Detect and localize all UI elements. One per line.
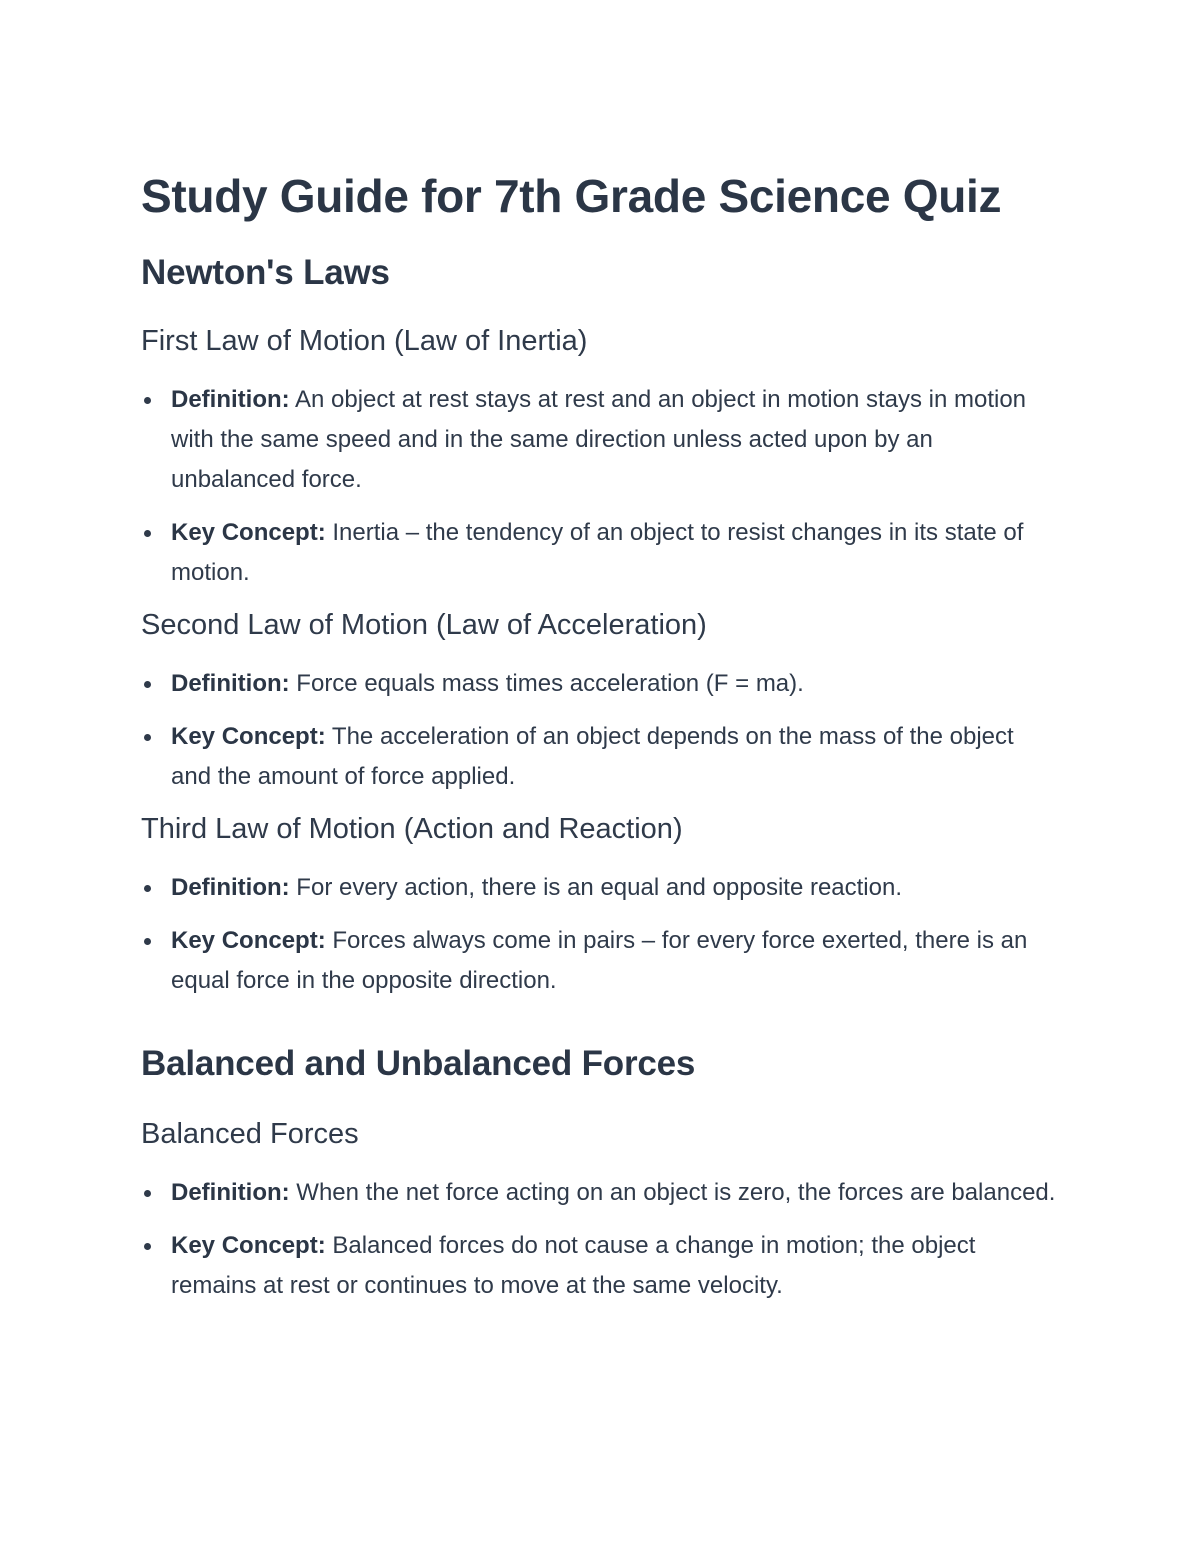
item-text: Balanced forces do not cause a change in motion; the object remains at rest or continues to move at the same velocity. [171, 1232, 976, 1299]
item-text: Force equals mass times acceleration (F = ma). [289, 670, 804, 697]
bullet-list-third-law [141, 868, 1060, 1001]
bullet-icon [144, 530, 151, 537]
document-title: Study Guide for 7th Grade Science Quiz [141, 170, 1002, 222]
item-text: Forces always come in pairs – for every force exerted, there is an equal force in the opposite direction. [171, 927, 1028, 994]
item-text: For every action, there is an equal and opposite reaction. [289, 874, 903, 901]
bullet-list-second-law [141, 664, 1060, 797]
bullet-list-first-law [141, 380, 1060, 593]
item-text: An object at rest stays at rest and an object in motion stays in motion with the same speed and in the same direction unless acted upon by an unbalanced force. [171, 386, 1027, 493]
list-item [141, 1226, 1060, 1306]
term-label: Key Concept: [171, 1232, 326, 1259]
list-item [141, 513, 1060, 593]
item-text: The acceleration of an object depends on the mass of the object and the amount of force applied. [171, 723, 1014, 790]
term-label: Key Concept: [171, 519, 326, 546]
list-item [141, 1173, 1060, 1213]
subsection-title-second-law: Second Law of Motion (Law of Acceleration) [141, 609, 707, 641]
list-item [141, 921, 1060, 1001]
bullet-icon [144, 1243, 151, 1250]
list-item [141, 717, 1060, 797]
term-label: Definition: [171, 874, 290, 901]
term-label: Key Concept: [171, 723, 326, 750]
subsection-title-balanced-forces: Balanced Forces [141, 1118, 359, 1150]
bullet-icon [144, 734, 151, 741]
item-text: When the net force acting on an object is zero, the forces are balanced. [289, 1179, 1056, 1206]
list-item [141, 380, 1060, 500]
bullet-icon [144, 1190, 151, 1197]
term-label: Definition: [171, 386, 290, 413]
subsection-title-first-law: First Law of Motion (Law of Inertia) [141, 325, 588, 357]
bullet-icon [144, 885, 151, 892]
subsection-title-third-law: Third Law of Motion (Action and Reaction) [141, 813, 683, 845]
bullet-icon [144, 938, 151, 945]
list-item [141, 664, 1060, 704]
bullet-icon [144, 397, 151, 404]
section-title-newtons-laws: Newton's Laws [141, 253, 390, 292]
section-title-balanced-unbalanced-forces: Balanced and Unbalanced Forces [141, 1044, 696, 1083]
term-label: Definition: [171, 1179, 290, 1206]
bullet-icon [144, 681, 151, 688]
bullet-list-balanced-forces [141, 1173, 1060, 1306]
term-label: Definition: [171, 670, 290, 697]
term-label: Key Concept: [171, 927, 326, 954]
item-text: Inertia – the tendency of an object to resist changes in its state of motion. [171, 519, 1024, 586]
list-item [141, 868, 1060, 908]
